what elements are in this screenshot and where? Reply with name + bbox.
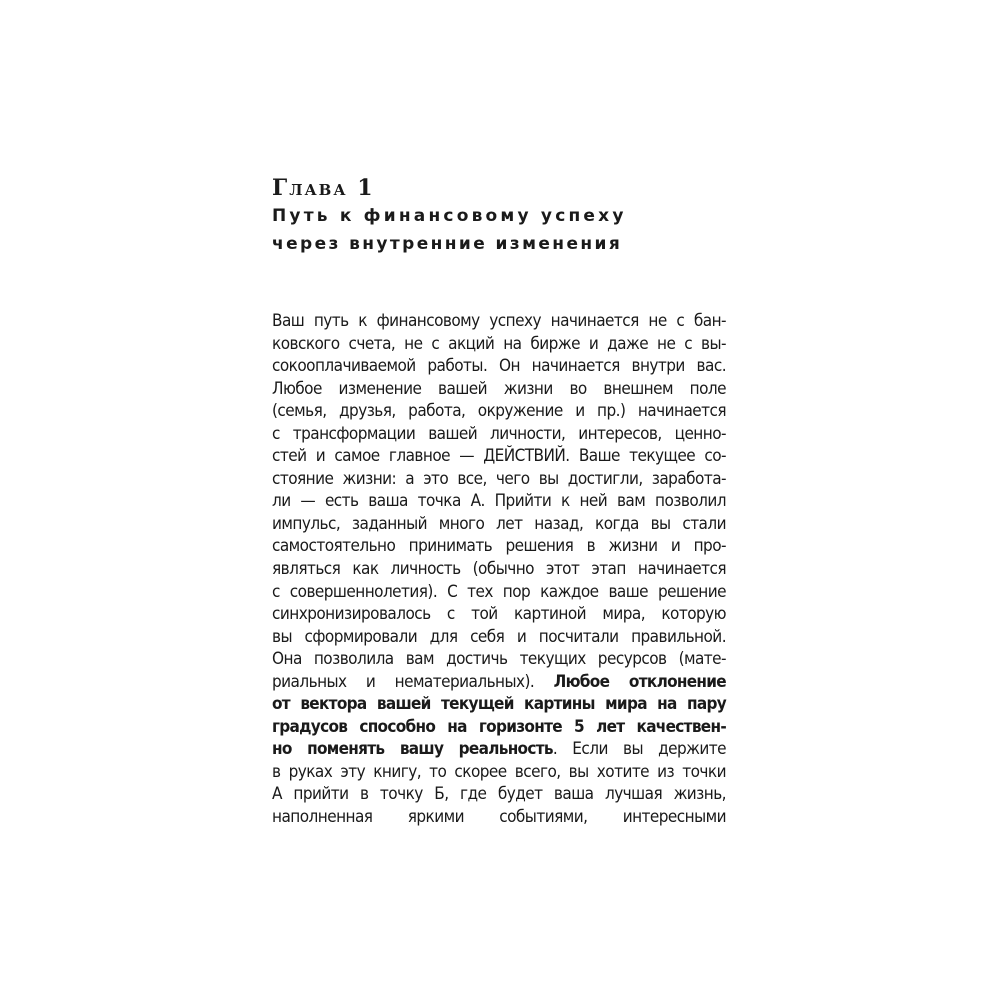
body-paragraph <box>272 310 726 829</box>
text-line: самостоятельно принимать решения в жизни и про- <box>272 536 726 557</box>
chapter-title-line-1: Путь к финансовому успеху <box>272 206 627 226</box>
text-line: (семья, друзья, работа, окружение и пр.) начинается <box>272 401 726 422</box>
bold-segment: Любое отклонение <box>553 671 726 692</box>
text-segment: риальных и нематериальных). <box>272 671 535 692</box>
text-line: с совершеннолетия). С тех пор каждое ваше решение <box>272 581 726 602</box>
chapter-heading <box>272 174 732 258</box>
text-line: синхронизировалось с той картиной мира, которую <box>272 604 726 625</box>
text-segment: . Если вы держите <box>552 739 727 760</box>
text-line-mixed <box>272 671 726 694</box>
text-line: являться как личность (обычно этот этап начинается <box>272 559 726 580</box>
text-line: Любое изменение вашей жизни во внешнем поле <box>272 378 726 399</box>
text-line: вы сформировали для себя и посчитали правильной. <box>272 626 726 647</box>
text-line: ковского счета, не с акций на бирже и даже не с вы- <box>272 333 726 354</box>
text-line: А прийти в точку Б, где будет ваша лучшая жизнь, <box>272 784 726 805</box>
text-line: наполненная яркими событиями, интересными <box>272 807 726 828</box>
bold-text-line: градусов способно на горизонте 5 лет качествен- <box>272 716 726 737</box>
text-line: в руках эту книгу, то скорее всего, вы хотите из точки <box>272 761 726 782</box>
bold-text-line: от вектора вашей текущей картины мира на пару <box>272 694 726 715</box>
text-line: стей и самое главное — ДЕЙСТВИЙ. Ваше текущее со- <box>272 446 726 467</box>
text-line: ли — есть ваша точка А. Прийти к ней вам позволил <box>272 491 726 512</box>
bold-segment: но поменять вашу реальность <box>272 739 553 760</box>
text-line: стояние жизни: а это все, чего вы достигли, заработа- <box>272 468 726 489</box>
text-line-mixed <box>272 738 726 761</box>
text-line: Она позволила вам достичь текущих ресурсов (мате- <box>272 649 726 670</box>
text-line: Ваш путь к финансовому успеху начинается не с бан- <box>272 311 726 331</box>
text-line: с трансформации вашей личности, интересов, ценно- <box>272 423 726 444</box>
chapter-label: Глава 1 <box>272 175 375 201</box>
chapter-title-line-2: через внутренние изменения <box>272 234 623 254</box>
text-line: сокооплачиваемой работы. Он начинается внутри вас. <box>272 356 726 377</box>
text-line: импульс, заданный много лет назад, когда вы стали <box>272 513 726 534</box>
